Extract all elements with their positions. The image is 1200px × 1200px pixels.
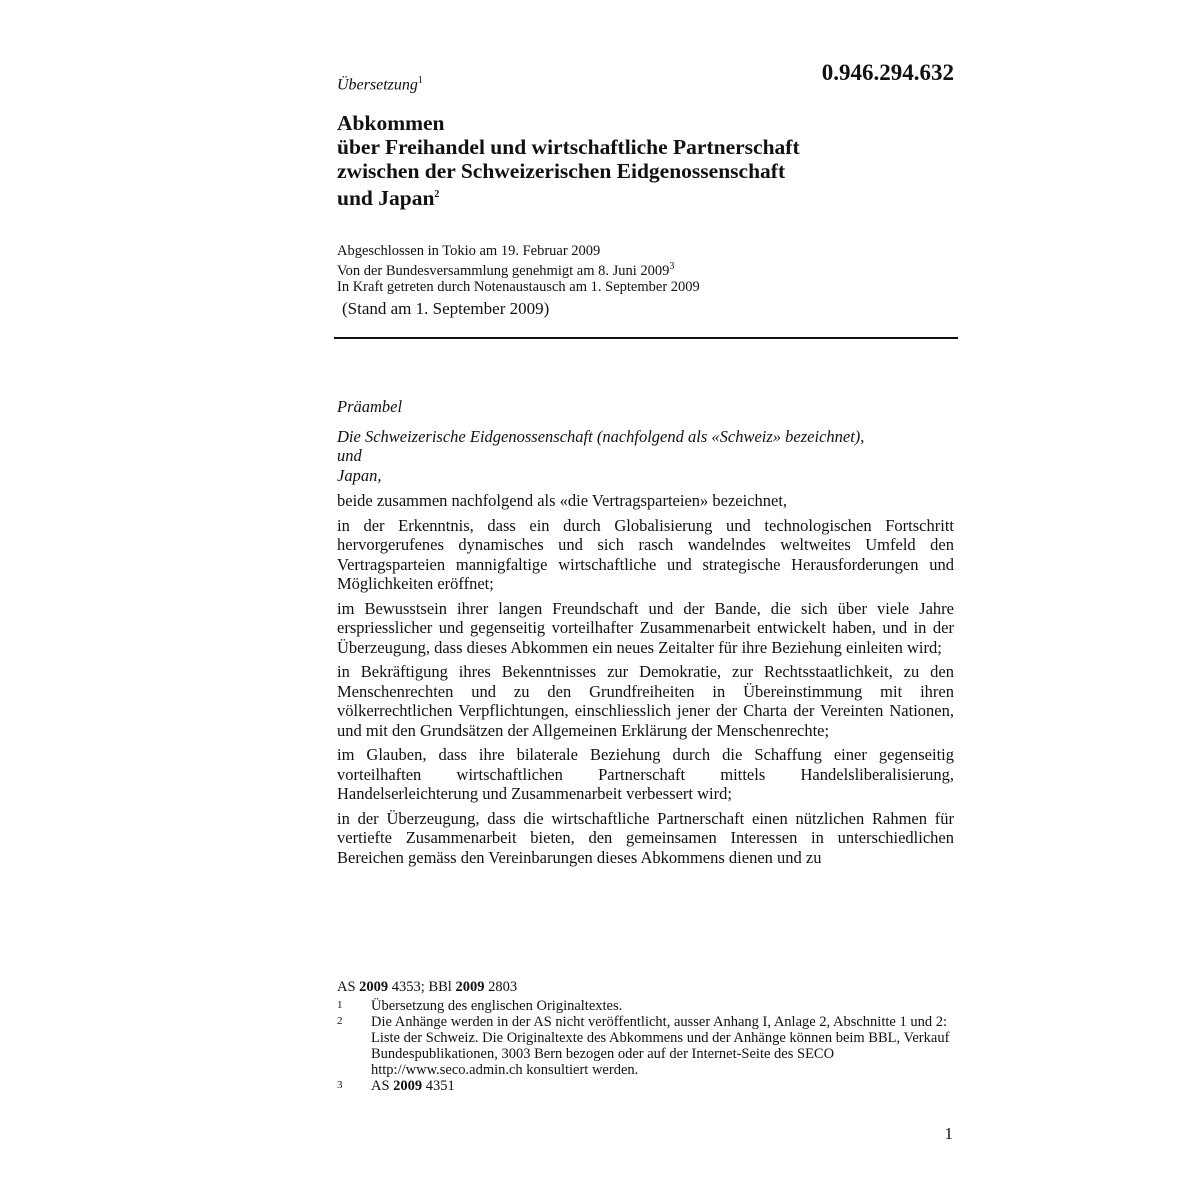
translation-text: Übersetzung	[337, 76, 418, 94]
footnote-ref-1[interactable]: 1	[417, 75, 423, 86]
bbl-page: 2803	[488, 979, 518, 995]
party-switzerland: Die Schweizerische Eidgenossenschaft (nachfolgend als «Schweiz» bezeichnet),	[337, 426, 865, 446]
document-metadata	[337, 243, 700, 295]
title-line-3: zwischen der Schweizerischen Eidgenossenschaft	[337, 159, 786, 183]
preamble-paragraph: im Bewusstsein ihrer langen Freundschaft und der Bande, die sich über viele Jahre erspriesslicher und gegenseitig vorteilhafter Zusammenarbeit entwickelt haben, und in der Überzeugung, dass dieses Abkommen ein neues Zeitalter für ihre Beziehung einleiten wird;	[337, 598, 954, 657]
footnote-number: 1	[337, 999, 343, 1011]
footnote-number: 2	[337, 1015, 343, 1027]
concluded-line: Abgeschlossen in Tokio am 19. Februar 2009	[337, 243, 601, 259]
preamble-paragraph: in der Überzeugung, dass die wirtschaftliche Partnerschaft einen nützlichen Rahmen für vertiefte Zusammenarbeit bieten, den gemeinsamen Interessen in unterschiedlichen Bereichen gemäss den Vereinbarungen dieses Abkommens dienen und zu	[337, 808, 954, 867]
as-page: 4353;	[391, 979, 425, 995]
footnote-text: Die Anhänge werden in der AS nicht veröffentlicht, ausser Anhang I, Anlage 2, Abschnitte 1 und 2: Liste der Schweiz. Die Originaltexte des Abkommens und der Anhänge können beim BBL, Verkauf Bundespublikationen, 3003 Bern bezogen oder auf der Internet-Seite des SECO http://www.seco.admin.ch konsultiert werden.	[371, 1014, 950, 1078]
title-line-2: über Freihandel und wirtschaftliche Partnerschaft	[337, 135, 800, 159]
document-body	[337, 397, 954, 872]
footnote-1	[337, 998, 957, 1014]
status-date: (Stand am 1. September 2009)	[342, 299, 550, 318]
title-line-4-text: und Japan	[337, 186, 435, 211]
footnote-number: 3	[337, 1079, 343, 1091]
footnote-2	[337, 1014, 957, 1078]
sr-number: 0.946.294.632	[821, 60, 954, 85]
approved-text: Von der Bundesversammlung genehmigt am 8. Juni 2009	[337, 262, 670, 279]
fn3-year: 2009	[393, 1078, 423, 1094]
preamble-paragraph: in Bekräftigung ihres Bekenntnisses zur Demokratie, zur Rechtsstaatlichkeit, zu den Menschenrechten und zu den Grundfreiheiten in Übereinstimmung mit ihren völkerrechtlichen Verpflichtungen, einschliesslich jener der Charta der Vereinten Nationen, und mit den Grundsätzen der Allgemeinen Erklärung der Menschenrechte;	[337, 662, 954, 740]
bbl-year: 2009	[455, 979, 485, 995]
footnote-ref-2[interactable]: 2	[434, 189, 440, 200]
as-year: 2009	[359, 979, 389, 995]
footnote-ref-3[interactable]: 3	[669, 261, 675, 272]
party-japan: Japan,	[337, 465, 382, 485]
official-citation	[337, 979, 957, 995]
page-number: 1	[944, 1124, 953, 1143]
party-conjunction: und	[337, 446, 362, 465]
title-line-1: Abkommen	[337, 111, 445, 135]
footnote-text: Übersetzung des englischen Originaltextes.	[371, 998, 623, 1014]
fn3-page: 4351	[425, 1078, 455, 1094]
as-prefix: AS	[337, 979, 356, 995]
in-force-line: In Kraft getreten durch Notenaustausch am 1. September 2009	[337, 278, 700, 295]
header-divider	[334, 337, 958, 339]
preamble-paragraph: im Glauben, dass ihre bilaterale Beziehung durch die Schaffung einer gegenseitig vorteilhaften wirtschaftlichen Partnerschaft mittels Handelsliberalisierung, Handelserleichterung und Zusammenarbeit verbessert wird;	[337, 745, 954, 803]
footnote-text	[371, 1078, 957, 1094]
preamble-paragraph: beide zusammen nachfolgend als «die Vertragsparteien» bezeichnet,	[337, 491, 788, 510]
translation-label	[337, 75, 423, 94]
preamble-paragraph: in der Erkenntnis, dass ein durch Globalisierung und technologischen Fortschritt hervorgerufenes dynamisches und sich rasch wandelndes weltweites Umfeld den Vertragsparteien mannigfaltige wirtschaftliche und strategische Herausforderungen und Möglichkeiten eröffnet;	[337, 515, 954, 593]
bbl-prefix: BBl	[428, 979, 452, 995]
approved-line	[337, 259, 700, 279]
document-title	[337, 111, 957, 210]
title-line-4	[337, 183, 957, 210]
footnote-3	[337, 1078, 957, 1094]
fn3-prefix: AS	[371, 1078, 390, 1094]
preamble-heading: Präambel	[337, 397, 403, 416]
footnotes	[337, 979, 957, 1094]
